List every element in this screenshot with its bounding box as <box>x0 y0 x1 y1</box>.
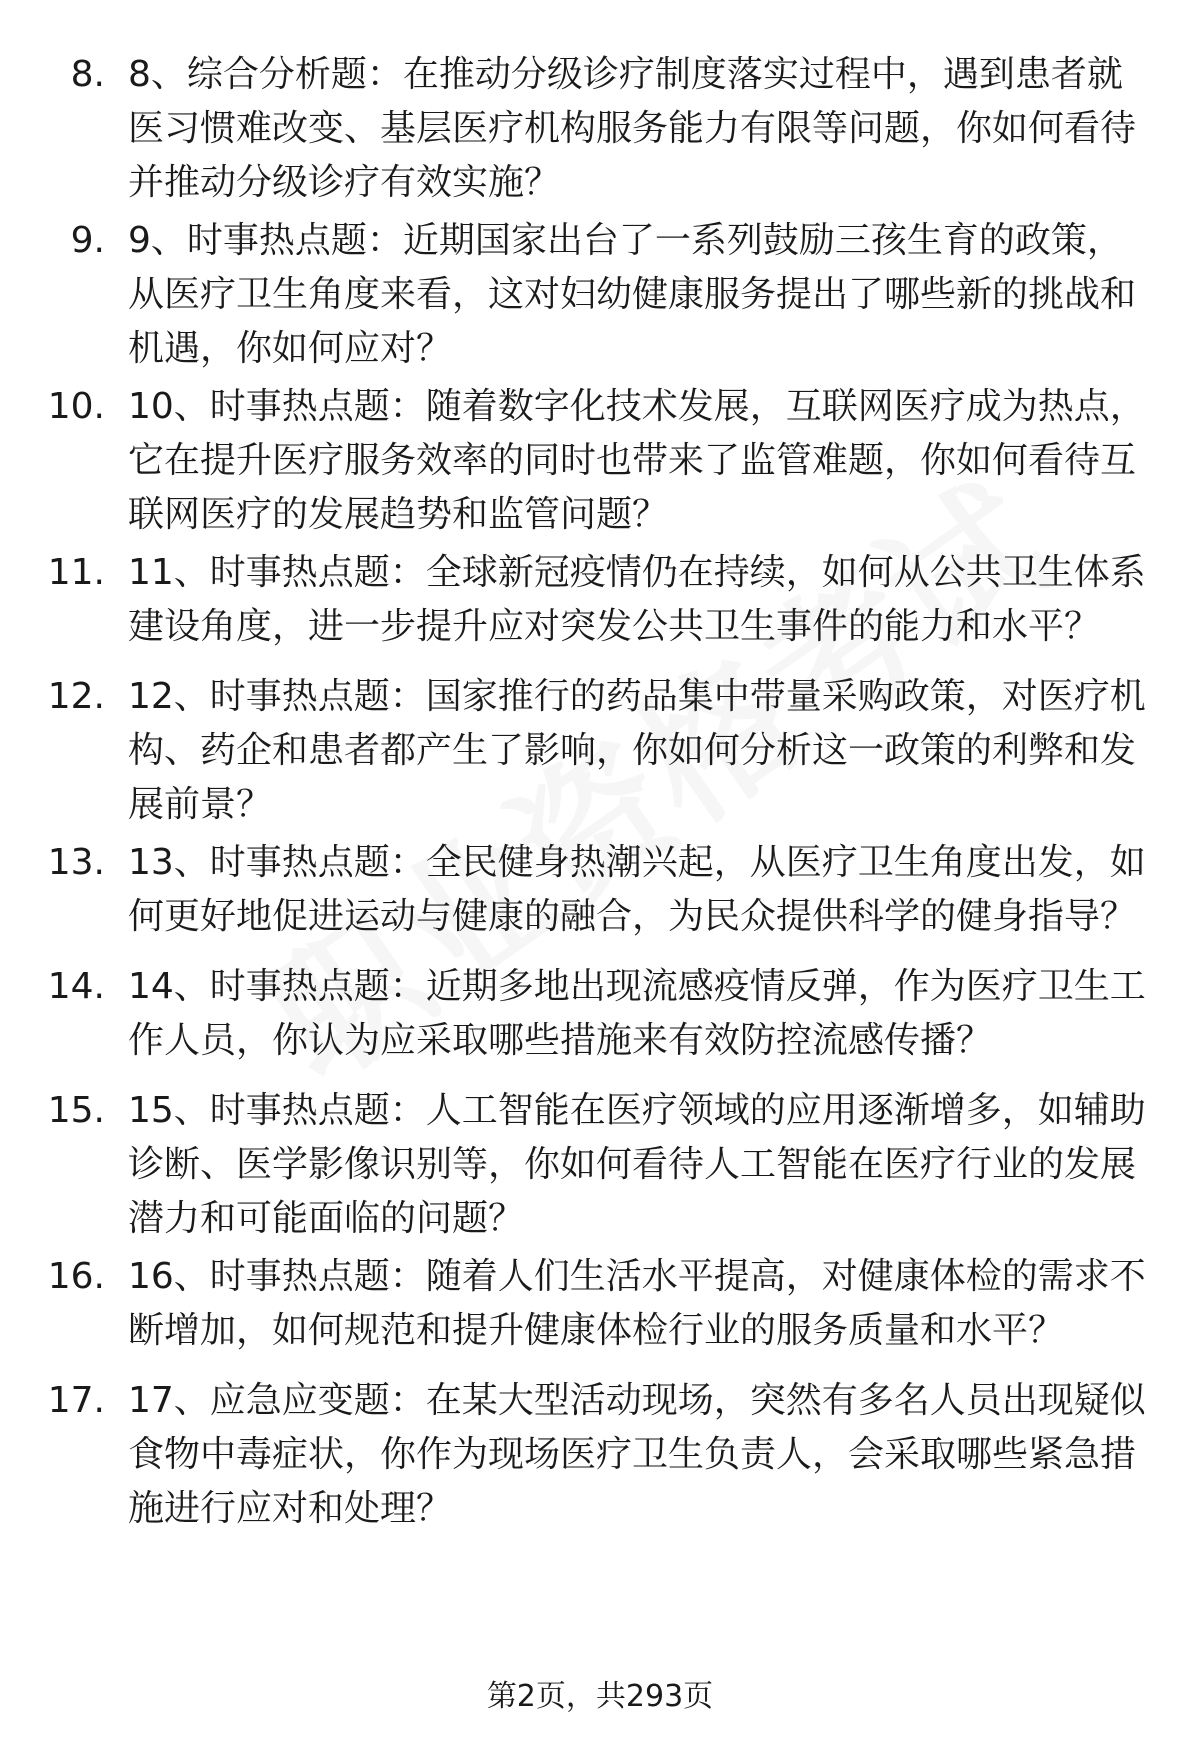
list-item-text: 9、时事热点题：近期国家出台了一系列鼓励三孩生育的政策，从医疗卫生角度来看，这对妇幼健康服务提出了哪些新的挑战和机遇，你如何应对？ <box>128 220 1137 369</box>
list-item-text: 8、综合分析题：在推动分级诊疗制度落实过程中，遇到患者就医习惯难改变、基层医疗机构服务能力有限等问题，你如何看待并推动分级诊疗有效实施？ <box>128 54 1137 203</box>
list-item-number: 14. <box>47 966 105 1007</box>
list-item-number: 11. <box>47 552 105 593</box>
list-item-text: 12、时事热点题：国家推行的药品集中带量采购政策，对医疗机构、药企和患者都产生了影响，你如何分析这一政策的利弊和发展前景？ <box>128 676 1146 825</box>
list-item-number: 9. <box>70 220 105 261</box>
list-item-text: 14、时事热点题：近期多地出现流感疫情反弹，作为医疗卫生工作人员，你认为应采取哪些措施来有效防控流感传播？ <box>128 966 1146 1061</box>
list-item-number: 16. <box>47 1256 105 1297</box>
list-item-number: 8. <box>70 54 105 95</box>
list-item-number: 15. <box>47 1090 105 1131</box>
list-item-number: 10. <box>47 386 105 427</box>
list-item-number: 12. <box>47 676 105 717</box>
list-item-text: 10、时事热点题：随着数字化技术发展，互联网医疗成为热点，它在提升医疗服务效率的同时也带来了监管难题，你如何看待互联网医疗的发展趋势和监管问题？ <box>128 386 1146 535</box>
list-item-number: 13. <box>47 842 105 883</box>
list-item-number: 17. <box>47 1380 105 1421</box>
list-item-text: 17、应急应变题：在某大型活动现场，突然有多名人员出现疑似食物中毒症状，你作为现场医疗卫生负责人，会采取哪些紧急措施进行应对和处理？ <box>128 1380 1146 1529</box>
page-number: 第2页，共293页 <box>486 1679 714 1714</box>
list-item-text: 11、时事热点题：全球新冠疫情仍在持续，如何从公共卫生体系建设角度，进一步提升应对突发公共卫生事件的能力和水平？ <box>128 552 1146 647</box>
list-item-text: 15、时事热点题：人工智能在医疗领域的应用逐渐增多，如辅助诊断、医学影像识别等，你如何看待人工智能在医疗行业的发展潜力和可能面临的问题？ <box>128 1090 1146 1239</box>
list-item-text: 13、时事热点题：全民健身热潮兴起，从医疗卫生角度出发，如何更好地促进运动与健康的融合，为民众提供科学的健身指导？ <box>128 842 1146 937</box>
list-item-text: 16、时事热点题：随着人们生活水平提高，对健康体检的需求不断增加，如何规范和提升健康体检行业的服务质量和水平？ <box>128 1256 1146 1351</box>
